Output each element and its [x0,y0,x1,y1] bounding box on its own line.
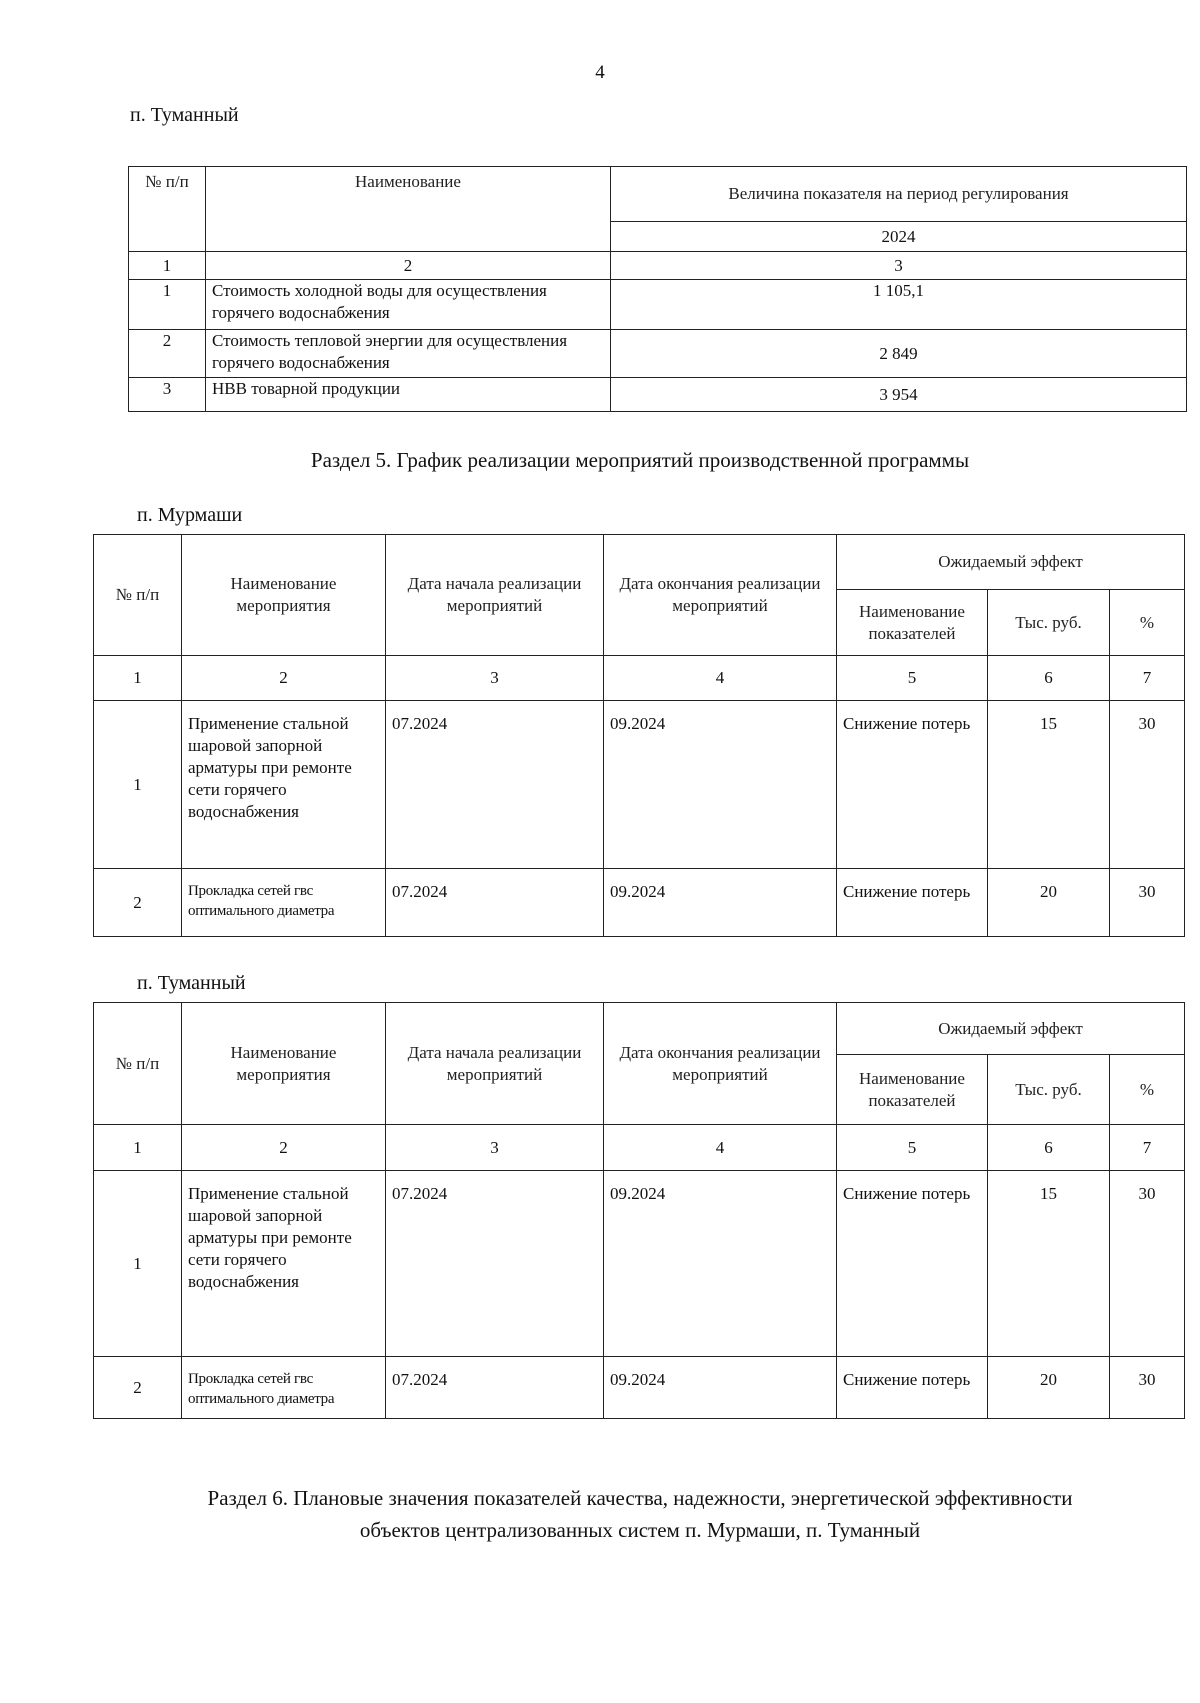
row-indicator: Снижение потерь [837,869,988,937]
section5-title: Раздел 5. График реализации мероприятий производственной программы [310,448,970,472]
index-cell: 7 [1110,1125,1185,1171]
header-start: Дата начала реализации мероприятий [386,1003,604,1125]
header-start: Дата начала реализации мероприятий [386,535,604,656]
header-name: Наименование [206,167,611,252]
header-num: № п/п [94,535,182,656]
index-cell: 4 [604,656,837,701]
row-pct: 30 [1110,1357,1185,1419]
header-effect: Ожидаемый эффект [837,535,1185,590]
header-indicator: Наименование показателей [837,590,988,656]
tuman-schedule-table [93,1002,1185,1419]
header-year: 2024 [611,222,1187,252]
row-name: НВВ товарной продукции [206,378,611,412]
page-number: 4 [595,62,605,83]
index-cell: 2 [182,656,386,701]
index-cell: 6 [988,1125,1110,1171]
row-num: 1 [94,701,182,869]
header-end: Дата окончания реализации мероприятий [604,1003,837,1125]
row-indicator: Снижение потерь [837,701,988,869]
caption-murmashi: п. Мурмаши [137,504,243,526]
row-rub: 15 [988,701,1110,869]
row-value: 3 954 [611,378,1187,412]
header-rub: Тыс. руб. [988,1055,1110,1125]
row-start: 07.2024 [386,869,604,937]
row-name: Применение стальной шаровой запорной арматуры при ремонте сети горячего водоснабжения [182,1171,386,1357]
index-cell: 3 [386,656,604,701]
header-effect: Ожидаемый эффект [837,1003,1185,1055]
index-cell: 3 [386,1125,604,1171]
index-cell: 2 [182,1125,386,1171]
table-row [129,280,1187,330]
index-cell: 2 [206,252,611,280]
caption-tuman-schedule: п. Туманный [137,972,246,994]
row-name: Применение стальной шаровой запорной арматуры при ремонте сети горячего водоснабжения [182,701,386,869]
murmashi-schedule-table [93,534,1185,937]
row-name: Прокладка сетей гвс оптимального диаметра [182,1357,386,1419]
table-row [94,701,1185,869]
header-num: № п/п [129,167,206,252]
index-cell: 5 [837,656,988,701]
table-row [94,1171,1185,1357]
row-indicator: Снижение потерь [837,1357,988,1419]
row-num: 1 [129,280,206,330]
header-value: Величина показателя на период регулирования [611,167,1187,222]
index-cell: 5 [837,1125,988,1171]
table-row [129,330,1187,378]
row-name: Стоимость холодной воды для осуществления горячего водоснабжения [206,280,611,330]
header-indicator: Наименование показателей [837,1055,988,1125]
table-row [94,1357,1185,1419]
table-row [129,378,1187,412]
row-indicator: Снижение потерь [837,1171,988,1357]
index-cell: 1 [94,1125,182,1171]
row-pct: 30 [1110,701,1185,869]
row-value: 2 849 [611,330,1187,378]
index-cell: 1 [129,252,206,280]
row-value: 1 105,1 [611,280,1187,330]
index-cell: 6 [988,656,1110,701]
table-row [94,869,1185,937]
row-num: 2 [94,1357,182,1419]
header-end: Дата окончания реализации мероприятий [604,535,837,656]
caption-tuman-cost: п. Туманный [130,104,239,126]
row-name: Прокладка сетей гвс оптимального диаметра [182,869,386,937]
row-num: 3 [129,378,206,412]
header-name: Наименование мероприятия [182,535,386,656]
row-num: 1 [94,1171,182,1357]
row-end: 09.2024 [604,1357,837,1419]
row-end: 09.2024 [604,701,837,869]
row-num: 2 [94,869,182,937]
header-pct: % [1110,590,1185,656]
header-pct: % [1110,1055,1185,1125]
section6-title: Раздел 6. Плановые значения показателей качества, надежности, энергетической эффективности объектов централизованных систем п. Мурмаши, п. Туманный [207,1486,1073,1542]
row-rub: 20 [988,1357,1110,1419]
index-cell: 7 [1110,656,1185,701]
row-end: 09.2024 [604,1171,837,1357]
tuman-cost-table [128,166,1187,412]
row-start: 07.2024 [386,701,604,869]
header-num: № п/п [94,1003,182,1125]
row-rub: 15 [988,1171,1110,1357]
row-start: 07.2024 [386,1357,604,1419]
row-name: Стоимость тепловой энергии для осуществления горячего водоснабжения [206,330,611,378]
row-pct: 30 [1110,1171,1185,1357]
header-name: Наименование мероприятия [182,1003,386,1125]
header-rub: Тыс. руб. [988,590,1110,656]
index-cell: 3 [611,252,1187,280]
row-start: 07.2024 [386,1171,604,1357]
row-num: 2 [129,330,206,378]
row-pct: 30 [1110,869,1185,937]
row-end: 09.2024 [604,869,837,937]
index-cell: 1 [94,656,182,701]
index-cell: 4 [604,1125,837,1171]
row-rub: 20 [988,869,1110,937]
